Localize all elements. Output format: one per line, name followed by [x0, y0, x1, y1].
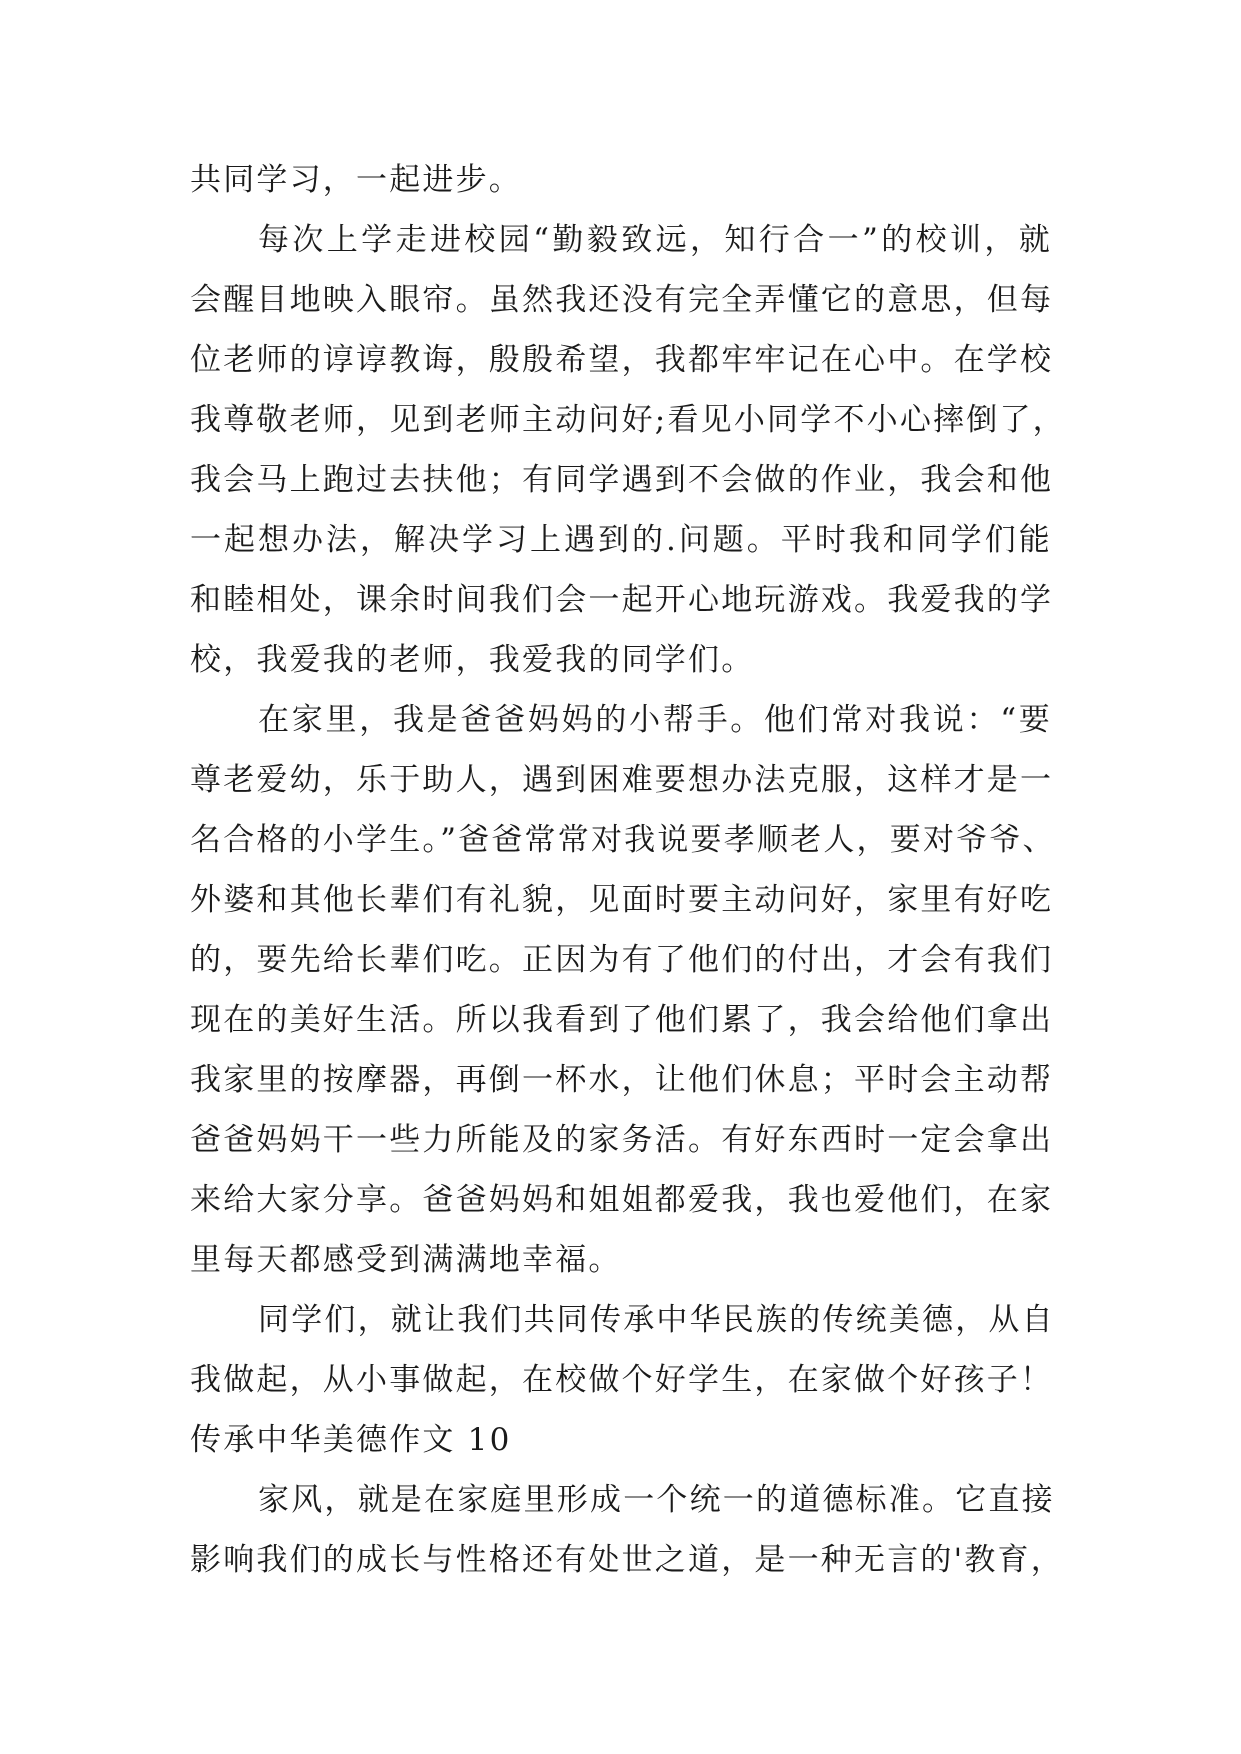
section-heading: 传承中华美德作文 10: [190, 1422, 512, 1458]
paragraph-line: 我做起，从小事做起，在校做个好学生，在家做个好孩子！: [190, 1362, 1054, 1398]
paragraph-line: 会醒目地映入眼帘。虽然我还没有完全弄懂它的意思，但每: [190, 282, 1054, 318]
paragraph-line: 校，我爱我的老师，我爱我的同学们。: [190, 642, 755, 678]
paragraph-line: 爸爸妈妈干一些力所能及的家务活。有好东西时一定会拿出: [190, 1122, 1054, 1158]
paragraph-line: 同学们，就让我们共同传承中华民族的传统美德，从自: [258, 1302, 1055, 1338]
paragraph-line: 我尊敬老师，见到老师主动问好;看见小同学不小心摔倒了，: [190, 402, 1066, 438]
paragraph-line: 每次上学走进校园“勤毅致远，知行合一”的校训，就: [258, 222, 1052, 258]
paragraph-line: 的，要先给长辈们吃。正因为有了他们的付出，才会有我们: [190, 942, 1054, 978]
paragraph-line: 我家里的按摩器，再倒一杯水，让他们休息；平时会主动帮: [190, 1062, 1054, 1098]
paragraph-line: 外婆和其他长辈们有礼貌，见面时要主动问好，家里有好吃: [190, 882, 1054, 918]
paragraph-line: 名合格的小学生。”爸爸常常对我说要孝顺老人，要对爷爷、: [190, 822, 1056, 858]
paragraph-line: 里每天都感受到满满地幸福。: [190, 1242, 622, 1278]
paragraph-line: 在家里，我是爸爸妈妈的小帮手。他们常对我说：“要: [258, 702, 1052, 738]
paragraph-line: 我会马上跑过去扶他；有同学遇到不会做的作业，我会和他: [190, 462, 1054, 498]
paragraph-line: 一起想办法，解决学习上遇到的.问题。平时我和同学们能: [190, 522, 1052, 558]
paragraph-line: 和睦相处，课余时间我们会一起开心地玩游戏。我爱我的学: [190, 582, 1054, 618]
paragraph-line: 影响我们的成长与性格还有处世之道，是一种无言的'教育，: [190, 1542, 1064, 1578]
paragraph-line: 现在的美好生活。所以我看到了他们累了，我会给他们拿出: [190, 1002, 1054, 1038]
paragraph-line: 来给大家分享。爸爸妈妈和姐姐都爱我，我也爱他们，在家: [190, 1182, 1054, 1218]
paragraph-line: 尊老爱幼，乐于助人，遇到困难要想办法克服，这样才是一: [190, 762, 1054, 798]
paragraph-line: 共同学习，一起进步。: [190, 162, 522, 198]
paragraph-line: 位老师的谆谆教诲，殷殷希望，我都牢牢记在心中。在学校: [190, 342, 1054, 378]
document-page: [190, 150, 1066, 1590]
paragraph-line: 家风，就是在家庭里形成一个统一的道德标准。它直接: [258, 1482, 1055, 1518]
